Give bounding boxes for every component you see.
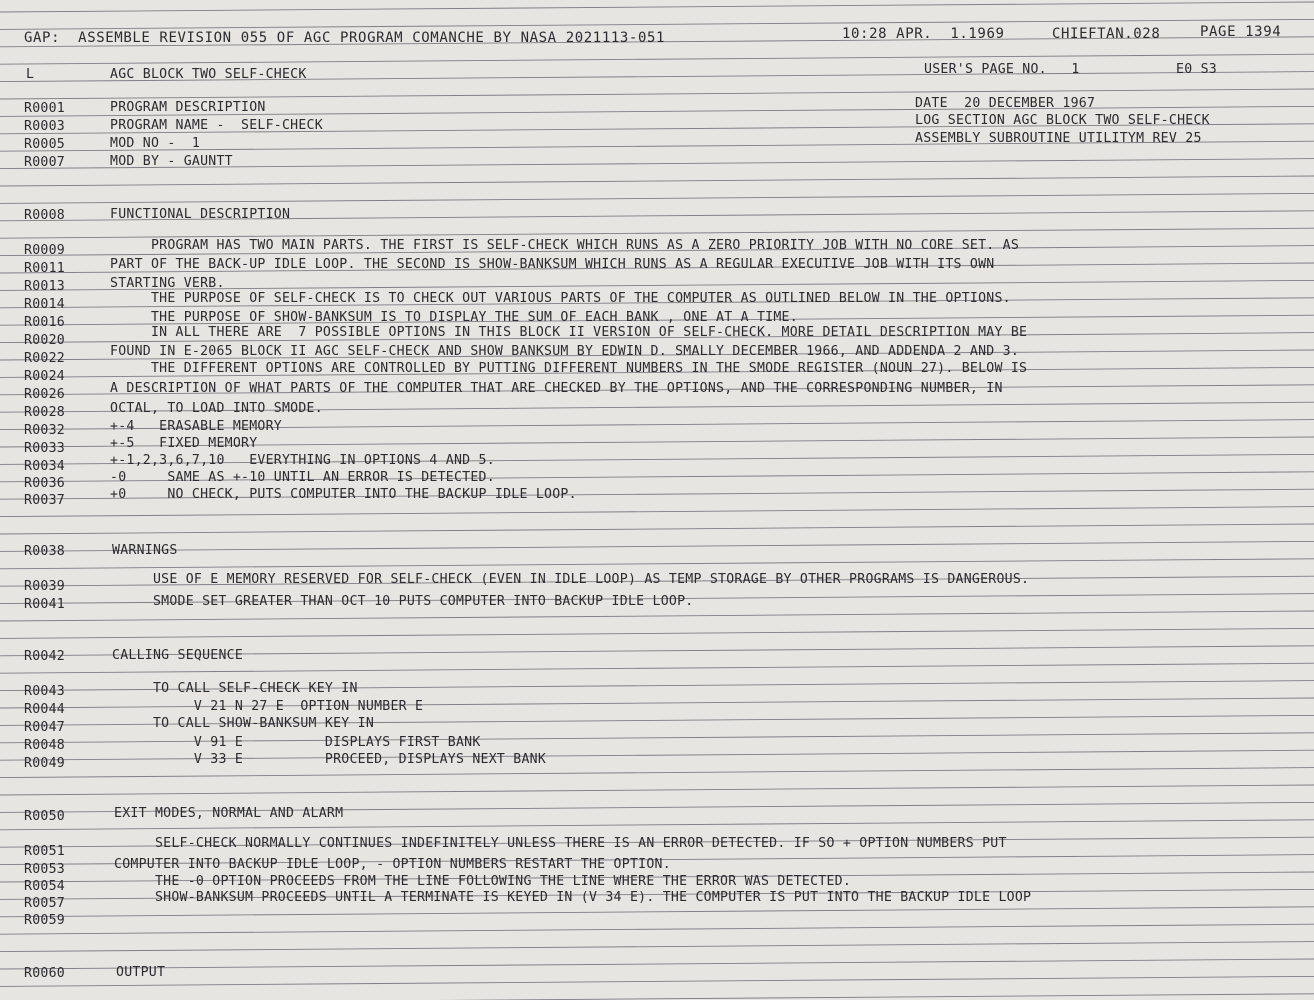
line-text: PROGRAM NAME - SELF-CHECK (110, 118, 323, 133)
line-label: R0016 (24, 315, 65, 330)
ruling-line (0, 228, 1314, 238)
line-text: OCTAL, TO LOAD INTO SMODE. (110, 401, 323, 416)
line-text: TO CALL SHOW-BANKSUM KEY IN (112, 716, 375, 731)
line-label: R0022 (24, 351, 65, 366)
line-label: R0051 (24, 844, 65, 859)
ruling-line (0, 924, 1314, 934)
line-text: V 33 E PROCEED, DISPLAYS NEXT BANK (112, 752, 547, 767)
line-text: -0 SAME AS +-10 UNTIL AN ERROR IS DETECTED. (110, 470, 495, 485)
line-text: SMODE SET GREATER THAN OCT 10 PUTS COMPUTER INTO BACKUP IDLE LOOP. (112, 594, 694, 609)
ruling-line (0, 2, 1314, 12)
title-marker: L (26, 67, 35, 82)
line-label: R0039 (24, 579, 65, 594)
line-label: R0001 (24, 101, 65, 116)
ruling-line (0, 524, 1314, 534)
line-label: R0041 (24, 597, 65, 612)
line-text: TO CALL SELF-CHECK KEY IN (112, 681, 358, 696)
line-text: OUTPUT (116, 965, 166, 980)
line-label: R0009 (24, 243, 65, 258)
line-label: R0053 (24, 862, 65, 877)
line-label: R0026 (24, 387, 65, 402)
ruling-line (0, 942, 1314, 952)
line-label: R0003 (24, 119, 65, 134)
line-text: V 91 E DISPLAYS FIRST BANK (112, 735, 481, 750)
line-text: THE PURPOSE OF SELF-CHECK IS TO CHECK OUT VARIOUS PARTS OF THE COMPUTER AS OUTLINED BELOW IN THE OPTIONS. (110, 291, 1011, 306)
line-label: R0032 (24, 423, 65, 438)
line-text: COMPUTER INTO BACKUP IDLE LOOP, - OPTION NUMBERS RESTART THE OPTION. (114, 857, 671, 872)
line-text: MOD NO - 1 (110, 136, 201, 151)
ruling-line (0, 541, 1314, 551)
line-label: R0044 (24, 702, 65, 717)
ruling-line (0, 611, 1314, 621)
line-label: R0048 (24, 738, 65, 753)
line-text: FUNCTIONAL DESCRIPTION (110, 207, 291, 222)
line-text: +-4 ERASABLE MEMORY (110, 419, 282, 434)
line-text: SELF-CHECK NORMALLY CONTINUES INDEFINITELY UNLESS THERE IS AN ERROR DETECTED. IF SO + OPTION NUMBERS PUT (114, 836, 1007, 851)
header-file-name: CHIEFTAN.028 (1052, 26, 1161, 42)
line-label: R0054 (24, 879, 65, 894)
line-label: R0007 (24, 155, 65, 170)
line-label: R0050 (24, 809, 65, 824)
doc-date: DATE 20 DECEMBER 1967 (915, 96, 1096, 111)
line-text: FOUND IN E-2065 BLOCK II AGC SELF-CHECK AND SHOW BANKSUM BY EDWIN D. SMALLY DECEMBER 1966, AND ADDENDA 2 AND 3. (110, 344, 1020, 359)
line-label: R0060 (24, 966, 65, 981)
line-label: R0008 (24, 208, 65, 223)
line-text: +-5 FIXED MEMORY (110, 436, 258, 451)
header-page-number: PAGE 1394 (1200, 24, 1282, 40)
ruling-line (0, 976, 1314, 986)
ruling-line (0, 907, 1314, 917)
line-text: USE OF E MEMORY RESERVED FOR SELF-CHECK (EVEN IN IDLE LOOP) AS TEMP STORAGE BY OTHER PROGRAMS IS DANGEROUS. (112, 572, 1030, 587)
line-text: EXIT MODES, NORMAL AND ALARM (114, 806, 344, 821)
line-label: R0037 (24, 493, 65, 508)
ruling-line (0, 54, 1314, 64)
header-time-date: 10:28 APR. 1.1969 (842, 26, 1005, 42)
line-label: R0034 (24, 459, 65, 474)
line-text: STARTING VERB. (110, 276, 225, 291)
line-text: MOD BY - GAUNTT (110, 154, 233, 169)
line-label: R0020 (24, 333, 65, 348)
ruling-line (0, 507, 1314, 517)
ruling-line (0, 994, 1314, 1000)
line-label: R0033 (24, 441, 65, 456)
assembly-header: GAP: ASSEMBLE REVISION 055 OF AGC PROGRAM COMANCHE BY NASA 2021113-051 (24, 30, 666, 46)
ruling-line (0, 768, 1314, 778)
users-page-number: USER'S PAGE NO. 1 (924, 62, 1080, 77)
page-code: E0 S3 (1176, 62, 1217, 77)
line-text: WARNINGS (112, 543, 178, 558)
line-label: R0024 (24, 369, 65, 384)
line-text: IN ALL THERE ARE 7 POSSIBLE OPTIONS IN THIS BLOCK II VERSION OF SELF-CHECK. MORE DETAIL DESCRIPTION MAY BE (110, 325, 1028, 340)
line-label: R0057 (24, 896, 65, 911)
ruling-line (0, 959, 1314, 969)
line-label: R0005 (24, 137, 65, 152)
line-text: +0 NO CHECK, PUTS COMPUTER INTO THE BACKUP IDLE LOOP. (110, 487, 577, 502)
ruling-line (0, 628, 1314, 638)
line-label: R0049 (24, 756, 65, 771)
line-label: R0038 (24, 544, 65, 559)
line-text: THE PURPOSE OF SHOW-BANKSUM IS TO DISPLAY THE SUM OF EACH BANK , ONE AT A TIME. (110, 310, 798, 325)
line-text: V 21 N 27 E OPTION NUMBER E (112, 699, 424, 714)
line-text: A DESCRIPTION OF WHAT PARTS OF THE COMPUTER THAT ARE CHECKED BY THE OPTIONS, AND THE CORRESPONDING NUMBER, IN (110, 381, 1003, 396)
line-label: R0043 (24, 684, 65, 699)
log-section: LOG SECTION AGC BLOCK TWO SELF-CHECK (915, 113, 1210, 128)
line-label: R0014 (24, 297, 65, 312)
assembly-subroutine: ASSEMBLY SUBROUTINE UTILITYM REV 25 (915, 131, 1202, 146)
line-label: R0013 (24, 279, 65, 294)
ruling-line (0, 193, 1314, 203)
ruling-line (0, 176, 1314, 186)
ruling-line (0, 663, 1314, 673)
line-label: R0011 (24, 261, 65, 276)
line-text: +-1,2,3,6,7,10 EVERYTHING IN OPTIONS 4 AND 5. (110, 453, 495, 468)
line-label: R0028 (24, 405, 65, 420)
line-text: PART OF THE BACK-UP IDLE LOOP. THE SECOND IS SHOW-BANKSUM WHICH RUNS AS A REGULAR EXECUTIVE JOB WITH ITS OWN (110, 257, 995, 272)
line-label: R0059 (24, 913, 65, 928)
line-text: THE DIFFERENT OPTIONS ARE CONTROLLED BY PUTTING DIFFERENT NUMBERS IN THE SMODE REGISTER (NOUN 27). BELOW IS (110, 361, 1028, 376)
line-text: CALLING SEQUENCE (112, 648, 244, 663)
ruling-line (0, 785, 1314, 795)
ruling-line (0, 89, 1314, 99)
listing-title: AGC BLOCK TWO SELF-CHECK (110, 67, 307, 82)
ruling-line (0, 559, 1314, 569)
line-label: R0036 (24, 476, 65, 491)
line-text: SHOW-BANKSUM PROCEEDS UNTIL A TERMINATE IS KEYED IN (V 34 E). THE COMPUTER IS PUT INTO THE BACKUP IDLE LOOP (114, 890, 1032, 905)
line-text: PROGRAM HAS TWO MAIN PARTS. THE FIRST IS SELF-CHECK WHICH RUNS AS A ZERO PRIORITY JOB WITH NO CORE SET. AS (110, 238, 1020, 253)
line-label: R0047 (24, 720, 65, 735)
line-label: R0042 (24, 649, 65, 664)
line-text: PROGRAM DESCRIPTION (110, 100, 266, 115)
line-text: THE -0 OPTION PROCEEDS FROM THE LINE FOLLOWING THE LINE WHERE THE ERROR WAS DETECTED. (114, 874, 852, 889)
